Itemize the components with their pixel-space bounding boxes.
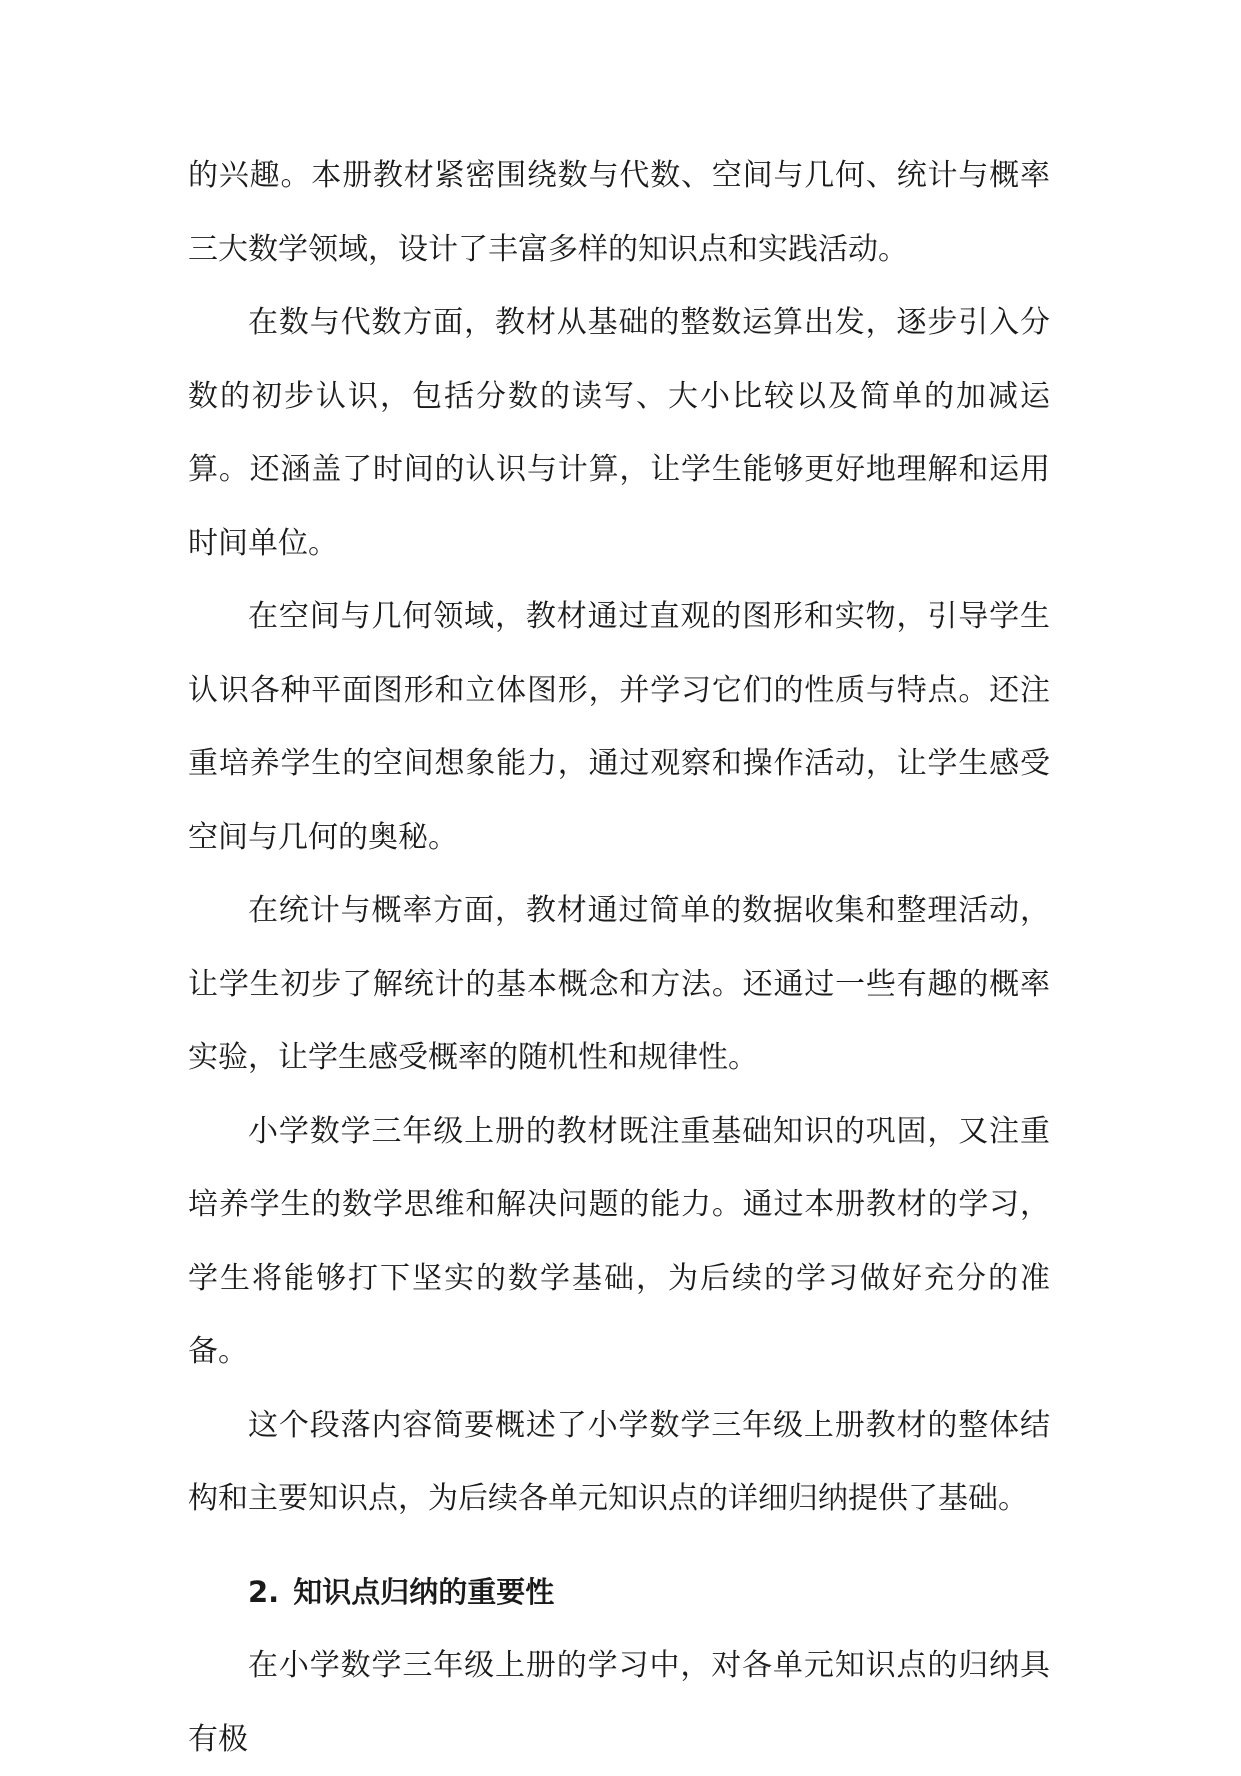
paragraph-summary: 小学数学三年级上册的教材既注重基础知识的巩固，又注重培养学生的数学思维和解决问题的能力。通过本册教材的学习，学生将能够打下坚实的数学基础，为后续的学习做好充分的准备。 [188, 1113, 1050, 1369]
paragraph-number-algebra: 在数与代数方面，教材从基础的整数运算出发，逐步引入分数的初步认识，包括分数的读写、大小比较以及简单的加减运算。还涵盖了时间的认识与计算，让学生能够更好地理解和运用时间单位。 [188, 305, 1050, 561]
paragraph-overview-note: 这个段落内容简要概述了小学数学三年级上册教材的整体结构和主要知识点，为后续各单元知识点的详细归纳提供了基础。 [188, 1407, 1050, 1516]
paragraph-intro-continuation: 的兴趣。本册教材紧密围绕数与代数、空间与几何、统计与概率三大数学领域，设计了丰富多样的知识点和实践活动。 [188, 158, 1050, 267]
paragraph-section-start: 在小学数学三年级上册的学习中，对各单元知识点的归纳具有极 [188, 1648, 1050, 1757]
section-title: 知识点归纳的重要性 [293, 1574, 555, 1609]
paragraph-space-geometry: 在空间与几何领域，教材通过直观的图形和实物，引导学生认识各种平面图形和立体图形，并学习它们的性质与特点。还注重培养学生的空间想象能力，通过观察和操作活动，让学生感受空间与几何的奥秘。 [188, 599, 1050, 855]
paragraph-statistics-probability: 在统计与概率方面，教材通过简单的数据收集和整理活动，让学生初步了解统计的基本概念和方法。还通过一些有趣的概率实验，让学生感受概率的随机性和规律性。 [188, 893, 1050, 1075]
document-body [188, 139, 1050, 1776]
section-number: 2. [248, 1574, 280, 1609]
section-heading [188, 1556, 1050, 1630]
